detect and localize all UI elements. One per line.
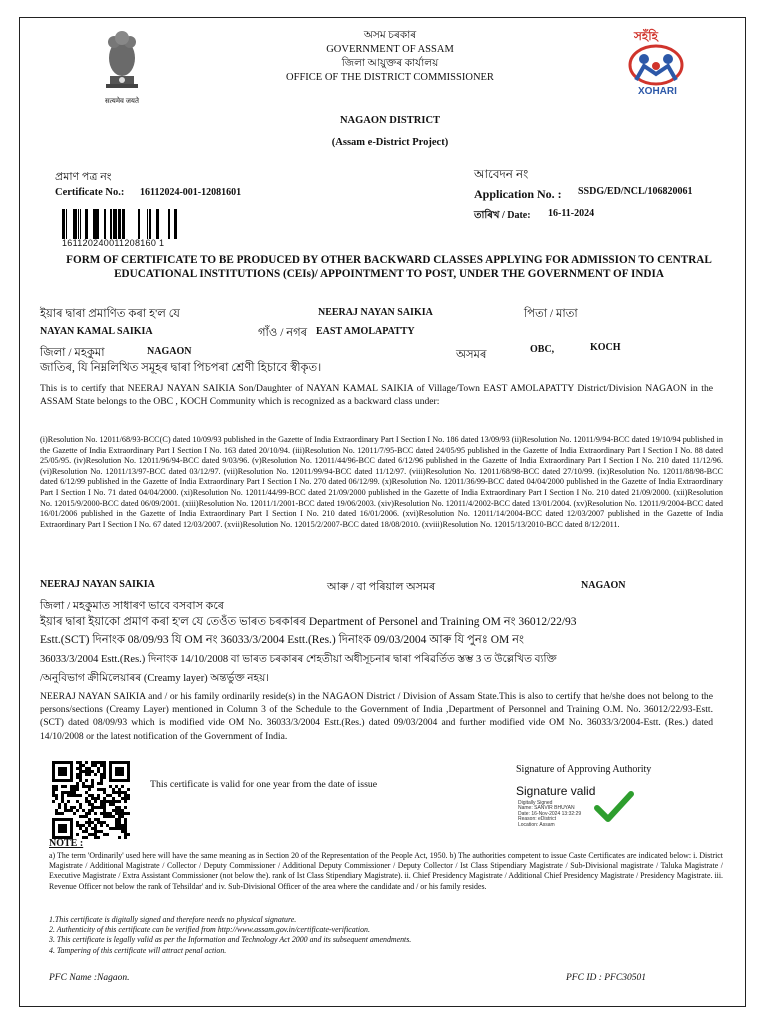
bn-paragraph-line-4: /অনুবিভাগ ক্ৰীমিলেয়াৰৰ (Creamy layer) অন্তৰ্ভুক্ত নহয়। — [40, 673, 270, 684]
footnote: 2. Authenticity of this certificate can be verified from http://www.assam.gov.in/certificate-verification. — [49, 925, 370, 935]
note-text: a) The term 'Ordinarily' used here will have the same meaning as in Section 20 of the Representation of the People Act, 1950. b) The authorities competent to issue Caste Certificates are indicated below: i. District Magistrate / Additional Magistrate / Collector / Deputy Commissioner / Additional Deputy Commissioner / Deputy Collector / Ist Class Stipendiary Magistrate / Sub-Divisional magistrate / Taluka Magistrate / Executive Magistrate / Extra Assistant Commissioner (not below the). rank of Ist Class Stipendiary Magistrate). ii. Chief Presidency Magistrate / Additional Chief Presidency Magistrate / Presidency Magistrate. iii. Revenue Officer not below the rank of Tehsildar' and iv. Sub-Divisional Officer of the area where the candidate and / or his family resides. — [49, 851, 723, 891]
application-number: SSDG/ED/NCL/106820061 — [578, 186, 693, 197]
signature-details — [518, 801, 581, 828]
footnote: 1.This certificate is digitally signed and therefore needs no physical signature. — [49, 915, 297, 924]
parent-name: NAYAN KAMAL SAIKIA — [40, 326, 153, 337]
qr-code — [52, 761, 130, 839]
form-title: FORM OF CERTIFICATE TO BE PRODUCED BY OTHER BACKWARD CLASSES APPLYING FOR ADMISSION TO CENTRAL EDUCATIONAL INSTITUTIONS (CEIs)/ APPOINTMENT TO POST, UNDER THE GOVERNMENT OF INDIA — [66, 254, 712, 280]
signature-detail-line: Location: Assam — [518, 821, 555, 828]
creamy-layer-paragraph: NEERAJ NAYAN SAIKIA and / or his family ordinarily reside(s) in the NAGAON District / Division of Assam State.This is also to certify that he/she does not belong to the persons/sections (Creamy Layer) mentioned in Column 3 of the Schedule to the Government of India ,Department of Personnel and Training O.M. No. 36012/22/93-Estt.(SCT) dated 08/09/93 which is modified vide OM No. 36033/3/2004 Estt.(Res.) dated 09/03/2004 and further modified vide OM No. 36033/3/2004-Estt. (Res.) dated 14/10/2008 or the latest notification of the Government of India. — [40, 691, 713, 742]
checkmark-icon — [594, 790, 634, 829]
bn-paragraph-line-2: Estt.(SCT) দিনাংক 08/09/93 যি OM নং 36033/3/2004 Estt.(Res.) দিনাংক 09/03/2004 আৰু যি পুনঃ OM নং — [40, 634, 524, 646]
project-title: (Assam e-District Project) — [331, 137, 449, 148]
signature-title: Signature of Approving Authority — [516, 764, 652, 775]
caste-line-bn: জাতিৰ, যি নিম্নলিখিত সমূহৰ দ্বাৰা পিচপৰা শ্ৰেণী হিচাবে স্বীকৃত। — [40, 362, 322, 374]
district-title: NAGAON DISTRICT — [339, 115, 441, 126]
resides-label-bn: জিলা / মহকুমাত সাধাৰণ ভাবে বসবাস কৰে — [40, 600, 224, 612]
family-label-bn: আৰু / বা পৰিয়াল অসমৰ — [327, 581, 436, 593]
people-icon — [626, 44, 686, 86]
emblem-motto: सत्यमेव जयते — [105, 97, 139, 105]
certificate-label: Certificate No.: — [55, 187, 125, 198]
xohari-logo-text: XOHARI — [638, 86, 677, 97]
note-heading: NOTE : — [49, 838, 84, 849]
validity-text: This certificate is valid for one year from the date of issue — [150, 779, 378, 790]
footnotes — [49, 915, 709, 956]
footnote: 3. This certificate is legally valid as per the Information and Technology Act 2000 and its subsequent amendments. — [49, 935, 412, 945]
district-label-bn: জিলা / মহকুমা — [40, 347, 105, 359]
office-bn: জিলা আয়ুক্তৰ কার্যালয় — [341, 58, 439, 69]
district-name: NAGAON — [147, 346, 192, 357]
residence-name: NEERAJ NAYAN SAIKIA — [40, 579, 155, 590]
bn-paragraph-line-1: ইয়াৰ দ্বাৰা ইয়াকো প্ৰমাণ কৰা হ'ল যে তেওঁত ভাৰত চৰকাৰৰ Department of Personel and Training OM নং 36012/22/93 — [40, 616, 577, 628]
certificate-number: 16112024-001-12081601 — [140, 187, 242, 198]
application-label: Application No. : — [474, 187, 562, 201]
pfc-name: PFC Name :Nagaon. — [49, 973, 130, 983]
header-line-bn: অসম চৰকাৰ — [363, 30, 417, 41]
footnote: 4. Tampering of this certificate will attract penal action. — [49, 945, 227, 955]
date-label: তাৰিখ / Date: — [474, 210, 531, 221]
signature-detail-line: Name: SANVIR BHUYAN — [518, 805, 575, 812]
parent-label-bn: পিতা / মাতা — [524, 308, 578, 320]
issue-date: 16-11-2024 — [548, 208, 595, 219]
xohari-logo-text-bn: সহঁহি — [634, 29, 658, 43]
village-name: EAST AMOLAPATTY — [316, 326, 415, 337]
person-name: NEERAJ NAYAN SAIKIA — [318, 307, 433, 318]
certificate-label-bn: প্ৰমাণ পত্ৰ নং — [55, 171, 112, 183]
residence-district: NAGAON — [581, 580, 626, 591]
state-label-bn: অসমৰ — [456, 349, 487, 361]
office-title: OFFICE OF THE DISTRICT COMMISSIONER — [286, 72, 494, 83]
national-emblem-icon — [100, 28, 144, 98]
village-label-bn: গাঁও / নগৰ — [258, 327, 308, 339]
government-of-assam: GOVERNMENT OF ASSAM — [326, 44, 454, 55]
signature-detail-line: Reason: eDistrict — [518, 816, 557, 823]
signature-detail-line: Digitally Signed — [518, 800, 553, 806]
xohari-logo — [612, 28, 700, 100]
pfc-id: PFC ID : PFC30501 — [566, 973, 646, 983]
bn-paragraph-line-3: 36033/3/2004 Estt.(Res.) দিনাংক 14/10/2008 বা ভাৰত চৰকাৰৰ শেহতীয়া অধীসূচনাৰ দ্বাৰা পৰিৱৰ্তিত স্তম্ভ 3 ত উল্লেখিত ব্যক্তি — [40, 654, 557, 665]
barcode-text: 161120240011208160 1 — [62, 238, 165, 248]
resolutions-list: (i)Resolution No. 12011/68/93-BCC(C) dated 10/09/93 published in the Gazette of India Extraordinary Part I Section I No. 186 dated 13/09/93 (ii)Resolution No. 12011/9/94-BCC dated 19/10/94 published in the Gazette of India Extraordinary Part I Section I No. 163 dated 20/10/94. (iii)Resolution No. 12011/7/95-BCC dated 24/05/95 published in the Gazette of India Extraordinary Part I Section I No. 88 dated 25/05/95. (iv)Resolution No. 12011/96/94-BCC dated 9/03/96. (v)Resolution No. 12011/44/96-BCC dated 6/12/96 published in the Gazette of India Extraordinary Part I Section I No. 210 dated 11/12/96. (vi)Resolution No. 12011/13/97-BCC dated 03/12/97. (vii)Resolution No. 12011/99/94-BCC dated 11/12/97. (viii)Resolution No. 12011/68/98-BCC dated 27/10/99. (ix)Resolution No. 12011/88/98-BCC dated 6/12/99 published in the Gazette of India Extraordinary Part I Section I No. 270 dated 06/12/99. (x)Resolution No. 12011/36/99-BCC dated 04/04/2000 published in the Gazette of India Extraordinary Part I Section I No. 71 dated 04/04/2000. (xi)Resolution No. 12011/44/99-BCC dated 21/09/2000 published in the Gazette of India Extraordinary Part I Section I No. 210 dated 21/09/2000. (xii)Resolution No. 12015/9/2000-BCC dated 06/09/2001. (xiii)Resolution No. 12011/1/2001-BCC dated 19/06/2003. (xiv)Resolution No. 12011/4/2002-BCC dated 13/01/2004. (xv)Resolution No. 12011/9/2004-BCC dated 16/01/2006 published in the Gazette of India Extraordinary Part I Section I No. 210 dated 16/01/2006. (xvi)Resolution No. 12011/14/2004-BCC dated 12/03/2007 published in the Gazette of India Extraordinary Part I Section I No. 67 dated 12/03/2007. (xvii)Resolution No. 12015/2/2007-BCC dated 18/08/2010. (xviii)Resolution No. 12015/13/2010-BCC dated 8/12/2011. — [40, 435, 723, 529]
barcode — [62, 209, 182, 239]
certify-label-bn: ইয়াৰ দ্বাৰা প্ৰমাণিত কৰা হ'ল যে — [40, 308, 180, 320]
caste: KOCH — [590, 342, 621, 353]
signature-valid: Signature valid — [516, 784, 596, 798]
certify-paragraph: This is to certify that NEERAJ NAYAN SAIKIA Son/Daughter of NAYAN KAMAL SAIKIA of Village/Town EAST AMOLAPATTY District/Division NAGAON in the ASSAM State belongs to the OBC , KOCH Community which is recognized as a backward class under: — [40, 383, 713, 408]
category: OBC, — [530, 344, 555, 355]
application-label-bn: আবেদন নং — [474, 167, 529, 181]
signature-detail-line: Date: 16-Nov-2024 13:32:29 — [518, 810, 582, 817]
